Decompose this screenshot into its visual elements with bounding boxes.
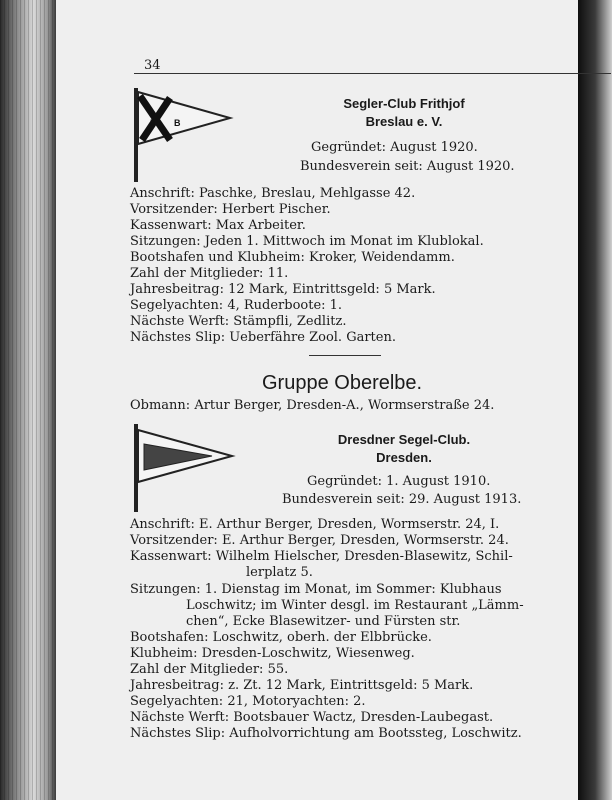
dresden-burgee-icon	[130, 422, 240, 514]
club1-fees: Jahresbeitrag: 12 Mark, Eintrittsgeld: 5 Mark.	[130, 282, 436, 297]
book-spine	[0, 0, 56, 800]
club2-members: Zahl der Mitglieder: 55.	[130, 662, 289, 677]
club1-harbour: Bootshafen und Klubheim: Kroker, Weidendamm.	[130, 250, 455, 265]
section-divider	[309, 355, 381, 356]
club1-members: Zahl der Mitglieder: 11.	[130, 266, 289, 281]
club1-shipyard: Nächste Werft: Stämpfli, Zedlitz.	[130, 314, 347, 329]
club1-meetings: Sitzungen: Jeden 1. Mittwoch im Monat im Klublokal.	[130, 234, 484, 249]
club2-harbour: Bootshafen: Loschwitz, oberh. der Elbbrücke.	[130, 630, 432, 645]
book-edge	[578, 0, 612, 800]
club2-name: Dresdner Segel-Club.	[337, 432, 471, 447]
page-number: 34	[144, 58, 161, 73]
club2-chairman: Vorsitzender: E. Arthur Berger, Dresden, Wormserstr. 24.	[130, 533, 509, 548]
club1-address: Anschrift: Paschke, Breslau, Mehlgasse 42.	[130, 186, 416, 201]
club2-shipyard: Nächste Werft: Bootsbauer Wactz, Dresden-Laubegast.	[130, 710, 494, 725]
flag-letter-f: F	[150, 118, 156, 128]
club2-founded: Gegründet: 1. August 1910.	[307, 474, 491, 489]
club2-city: Dresden.	[376, 450, 432, 465]
flag-letter-b: B	[174, 118, 181, 128]
club2-clubhouse: Klubheim: Dresden-Loschwitz, Wiesenweg.	[130, 646, 415, 661]
group-title: Gruppe Oberelbe.	[262, 372, 423, 394]
club1-chairman: Vorsitzender: Herbert Pischer.	[130, 202, 331, 217]
club2-meetings: Sitzungen: 1. Dienstag im Monat, im Sommer: Klubhaus	[130, 582, 502, 597]
book-page	[56, 0, 578, 800]
club1-member-since: Bundesverein seit: August 1920.	[300, 159, 515, 174]
club2-meetings-cont2: chen“, Ecke Blasewitzer- und Fürsten str.	[186, 614, 461, 629]
club1-treasurer: Kassenwart: Max Arbeiter.	[130, 218, 306, 233]
club2-slip: Nächstes Slip: Aufholvorrichtung am Bootssteg, Loschwitz.	[130, 726, 522, 741]
club2-address: Anschrift: E. Arthur Berger, Dresden, Wormserstr. 24, I.	[130, 517, 500, 532]
club2-boats: Segelyachten: 21, Motoryachten: 2.	[130, 694, 366, 709]
club2-member-since: Bundesverein seit: 29. August 1913.	[282, 492, 522, 507]
club1-city: Breslau e. V.	[365, 114, 443, 129]
club2-treasurer-cont: lerplatz 5.	[246, 565, 313, 580]
club1-name: Segler-Club Frithjof	[343, 96, 465, 111]
club1-boats: Segelyachten: 4, Ruderboote: 1.	[130, 298, 343, 313]
group-obmann: Obmann: Artur Berger, Dresden-A., Wormserstraße 24.	[130, 398, 495, 413]
frithjof-burgee-icon	[130, 86, 240, 182]
header-rule	[134, 73, 611, 74]
club2-fees: Jahresbeitrag: z. Zt. 12 Mark, Eintrittsgeld: 5 Mark.	[130, 678, 474, 693]
club1-founded: Gegründet: August 1920.	[311, 140, 478, 155]
club2-treasurer: Kassenwart: Wilhelm Hielscher, Dresden-Blasewitz, Schil-	[130, 549, 513, 564]
club1-slip: Nächstes Slip: Ueberfähre Zool. Garten.	[130, 330, 396, 345]
club2-meetings-cont1: Loschwitz; im Winter desgl. im Restaurant „Lämm-	[186, 598, 524, 613]
